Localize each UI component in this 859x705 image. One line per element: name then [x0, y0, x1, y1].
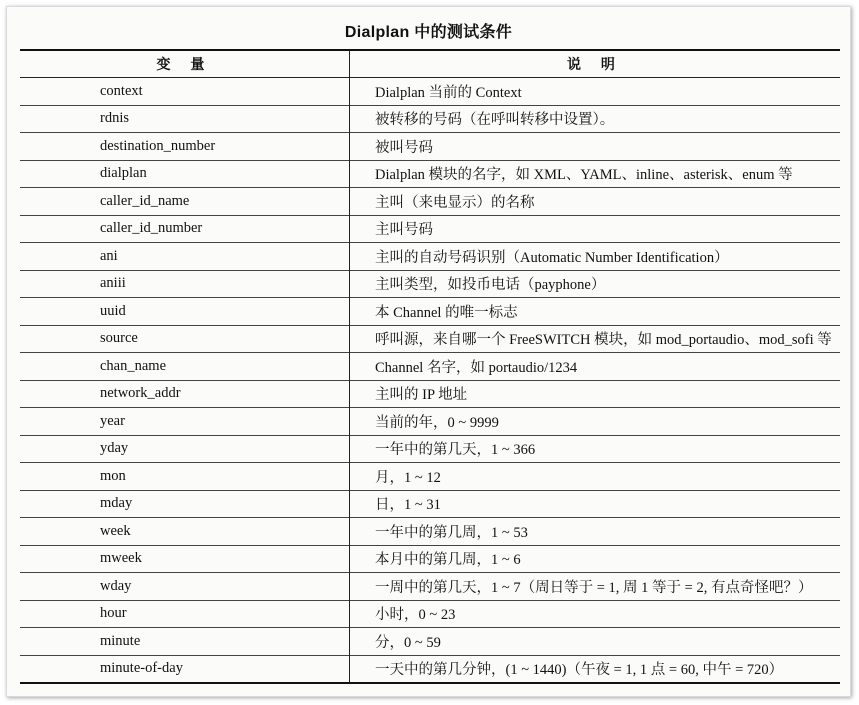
- description-cell: 分，0 ~ 59: [350, 628, 841, 656]
- table-row: [20, 215, 840, 243]
- description-cell: 本 Channel 的唯一标志: [350, 298, 841, 326]
- table-row: [20, 600, 840, 628]
- description-cell: 主叫的自动号码识别（Automatic Number Identification）: [350, 243, 841, 271]
- variable-cell: destination_number: [20, 133, 350, 161]
- variable-cell: caller_id_number: [20, 215, 350, 243]
- variable-cell: week: [20, 518, 350, 546]
- description-cell: 主叫的 IP 地址: [350, 380, 841, 408]
- table-header-row: [20, 50, 840, 78]
- table-row: [20, 133, 840, 161]
- variable-cell: chan_name: [20, 353, 350, 381]
- description-cell: 日，1 ~ 31: [350, 490, 841, 518]
- variable-cell: context: [20, 78, 350, 106]
- table-row: [20, 105, 840, 133]
- description-cell: Dialplan 模块的名字，如 XML、YAML、inline、asterisk、enum 等: [350, 160, 841, 188]
- conditions-table: [20, 49, 840, 684]
- table-row: [20, 435, 840, 463]
- table-row: [20, 78, 840, 106]
- table-row: [20, 298, 840, 326]
- variable-cell: mday: [20, 490, 350, 518]
- description-cell: 被转移的号码（在呼叫转移中设置）。: [350, 105, 841, 133]
- variable-cell: minute: [20, 628, 350, 656]
- table-title: Dialplan 中的测试条件: [344, 24, 513, 41]
- table-row: [20, 545, 840, 573]
- variable-cell: ani: [20, 243, 350, 271]
- description-cell: 一天中的第几分钟，(1 ~ 1440)（午夜 = 1, 1 点 = 60, 中午 = 720）: [350, 655, 841, 683]
- description-cell: 一年中的第几天，1 ~ 366: [350, 435, 841, 463]
- variable-cell: minute-of-day: [20, 655, 350, 683]
- variable-cell: mweek: [20, 545, 350, 573]
- table-row: [20, 325, 840, 353]
- table-row: [20, 380, 840, 408]
- table-row: [20, 408, 840, 436]
- table-row: [20, 463, 840, 491]
- variable-cell: caller_id_name: [20, 188, 350, 216]
- table-row: [20, 655, 840, 683]
- table-row: [20, 490, 840, 518]
- description-cell: 一年中的第几周，1 ~ 53: [350, 518, 841, 546]
- variable-cell: aniii: [20, 270, 350, 298]
- variable-cell: yday: [20, 435, 350, 463]
- header-description: 说 明: [350, 50, 841, 78]
- description-cell: 被叫号码: [350, 133, 841, 161]
- table-body: [20, 78, 840, 684]
- description-cell: 主叫（来电显示）的名称: [350, 188, 841, 216]
- variable-cell: uuid: [20, 298, 350, 326]
- table-row: [20, 270, 840, 298]
- table-row: [20, 353, 840, 381]
- document-page: [6, 6, 851, 697]
- variable-cell: wday: [20, 573, 350, 601]
- header-variable: 变 量: [20, 50, 350, 78]
- table-row: [20, 628, 840, 656]
- variable-cell: network_addr: [20, 380, 350, 408]
- description-cell: Dialplan 当前的 Context: [350, 78, 841, 106]
- table-row: [20, 160, 840, 188]
- description-cell: 呼叫源，来自哪一个 FreeSWITCH 模块，如 mod_portaudio、mod_sofi 等: [350, 325, 841, 353]
- description-cell: 主叫号码: [350, 215, 841, 243]
- description-cell: 主叫类型，如投币电话（payphone）: [350, 270, 841, 298]
- description-cell: 月，1 ~ 12: [350, 463, 841, 491]
- variable-cell: rdnis: [20, 105, 350, 133]
- variable-cell: source: [20, 325, 350, 353]
- variable-cell: mon: [20, 463, 350, 491]
- description-cell: 当前的年，0 ~ 9999: [350, 408, 841, 436]
- description-cell: Channel 名字，如 portaudio/1234: [350, 353, 841, 381]
- variable-cell: hour: [20, 600, 350, 628]
- table-row: [20, 243, 840, 271]
- table-row: [20, 518, 840, 546]
- table-row: [20, 188, 840, 216]
- description-cell: 一周中的第几天，1 ~ 7（周日等于 = 1, 周 1 等于 = 2, 有点奇怪吧？）: [350, 573, 841, 601]
- variable-cell: dialplan: [20, 160, 350, 188]
- table-row: [20, 573, 840, 601]
- variable-cell: year: [20, 408, 350, 436]
- description-cell: 小时，0 ~ 23: [350, 600, 841, 628]
- description-cell: 本月中的第几周，1 ~ 6: [350, 545, 841, 573]
